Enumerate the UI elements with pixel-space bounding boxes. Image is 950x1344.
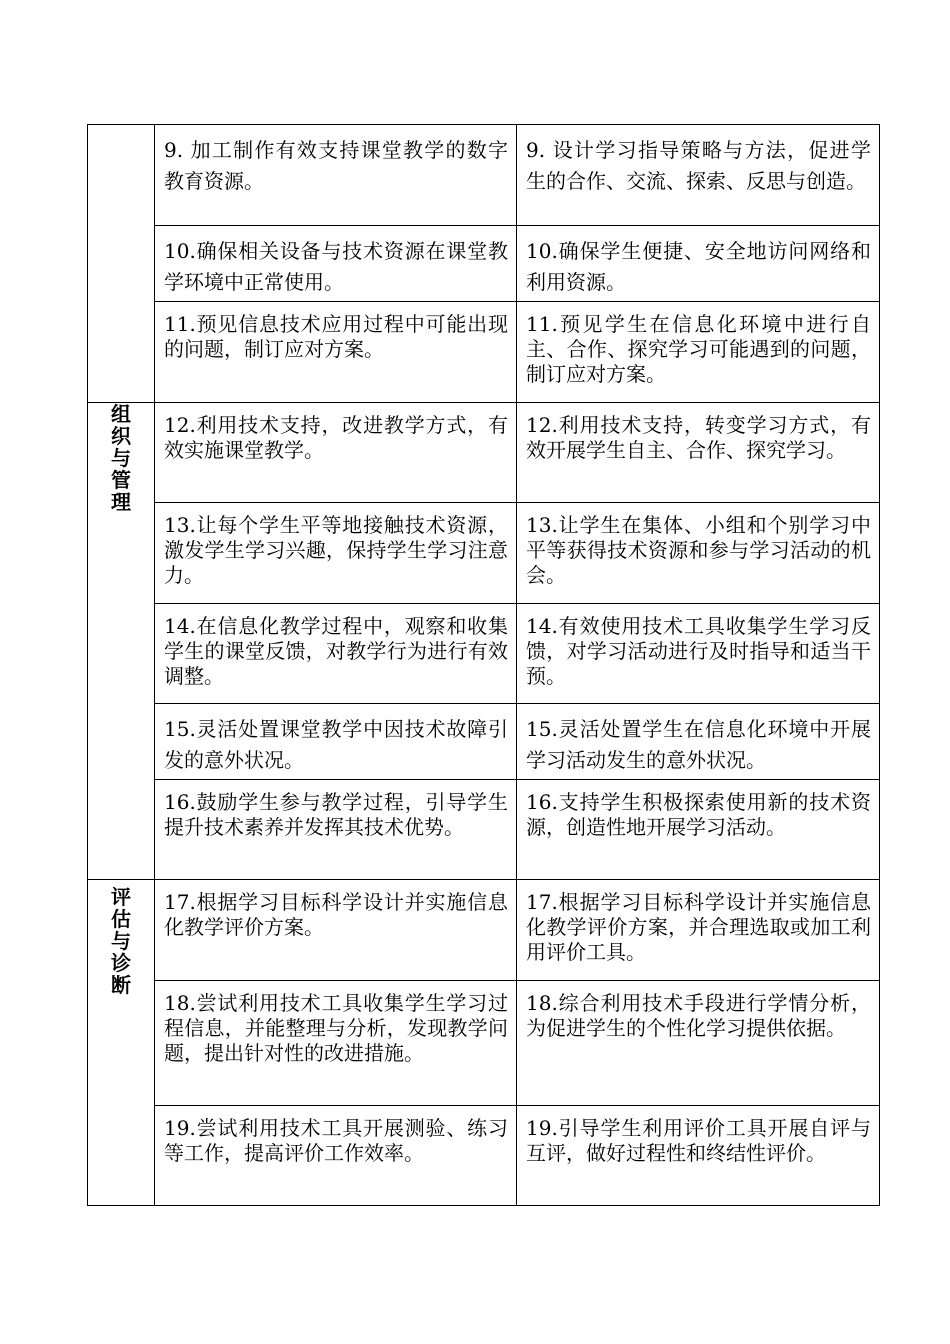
table-row <box>88 704 880 780</box>
student-item-10: 10.确保学生便捷、安全地访问网络和利用资源。 <box>517 226 880 302</box>
category-cell-organization <box>88 403 155 880</box>
student-item-11: 11.预见学生在信息化环境中进行自主、合作、探究学习可能遇到的问题，制订应对方案。 <box>517 302 880 403</box>
student-item-12: 12.利用技术支持，转变学习方式，有效开展学生自主、合作、探究学习。 <box>517 403 880 503</box>
teacher-item-19: 19.尝试利用技术工具开展测验、练习等工作，提高评价工作效率。 <box>155 1106 517 1206</box>
teacher-item-13: 13.让每个学生平等地接触技术资源，激发学生学习兴趣，保持学生学习注意力。 <box>155 503 517 604</box>
teacher-item-16: 16.鼓励学生参与教学过程，引导学生提升技术素养并发挥其技术优势。 <box>155 780 517 880</box>
table-row <box>88 226 880 302</box>
table-row <box>88 125 880 226</box>
table-row <box>88 403 880 503</box>
table-row <box>88 503 880 604</box>
student-item-14: 14.有效使用技术工具收集学生学习反馈，对学习活动进行及时指导和适当干预。 <box>517 604 880 704</box>
teacher-item-10: 10.确保相关设备与技术资源在课堂教学环境中正常使用。 <box>155 226 517 302</box>
standards-table <box>87 124 880 1206</box>
table-row <box>88 880 880 981</box>
category-cell-evaluation <box>88 880 155 1206</box>
student-item-13: 13.让学生在集体、小组和个别学习中平等获得技术资源和参与学习活动的机会。 <box>517 503 880 604</box>
student-item-16: 16.支持学生积极探索使用新的技术资源，创造性地开展学习活动。 <box>517 780 880 880</box>
category-cell <box>88 125 155 403</box>
teacher-item-15: 15.灵活处置课堂教学中因技术故障引发的意外状况。 <box>155 704 517 780</box>
table-row <box>88 604 880 704</box>
category-label: 组织与管理 <box>111 402 131 514</box>
teacher-item-14: 14.在信息化教学过程中，观察和收集学生的课堂反馈，对教学行为进行有效调整。 <box>155 604 517 704</box>
teacher-item-9: 9. 加工制作有效支持课堂教学的数字教育资源。 <box>155 125 517 226</box>
student-item-19: 19.引导学生利用评价工具开展自评与互评，做好过程性和终结性评价。 <box>517 1106 880 1206</box>
table-row <box>88 302 880 403</box>
table-row <box>88 780 880 880</box>
teacher-item-12: 12.利用技术支持，改进教学方式，有效实施课堂教学。 <box>155 403 517 503</box>
student-item-18: 18.综合利用技术手段进行学情分析，为促进学生的个性化学习提供依据。 <box>517 981 880 1106</box>
teacher-item-17: 17.根据学习目标科学设计并实施信息化教学评价方案。 <box>155 880 517 981</box>
table-row <box>88 1106 880 1206</box>
student-item-15: 15.灵活处置学生在信息化环境中开展学习活动发生的意外状况。 <box>517 704 880 780</box>
teacher-item-18: 18.尝试利用技术工具收集学生学习过程信息，并能整理与分析，发现教学问题，提出针对性的改进措施。 <box>155 981 517 1106</box>
student-item-9: 9. 设计学习指导策略与方法，促进学生的合作、交流、探索、反思与创造。 <box>517 125 880 226</box>
teacher-item-11: 11.预见信息技术应用过程中可能出现的问题，制订应对方案。 <box>155 302 517 403</box>
category-label: 评估与诊断 <box>111 885 131 997</box>
student-item-17: 17.根据学习目标科学设计并实施信息化教学评价方案，并合理选取或加工利用评价工具。 <box>517 880 880 981</box>
table-row <box>88 981 880 1106</box>
